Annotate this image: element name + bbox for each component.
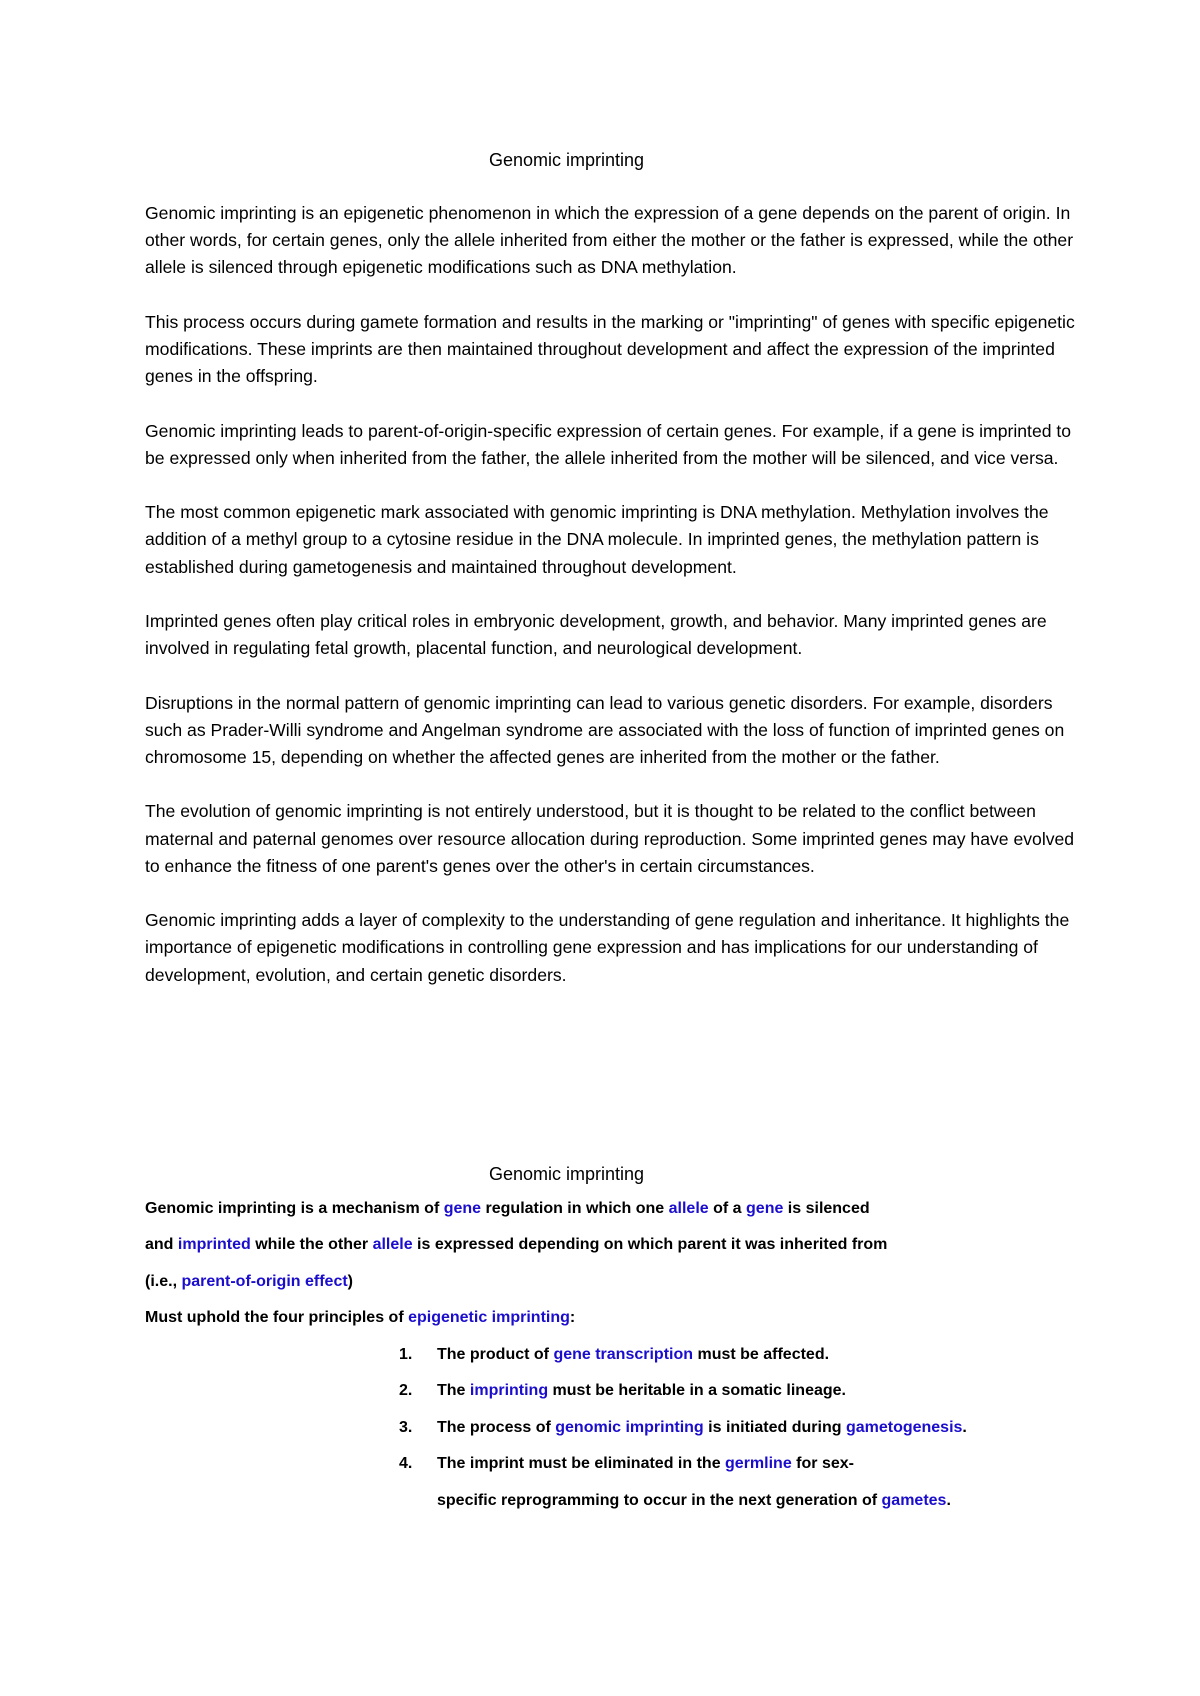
list-item: The product of gene transcription must be affected. — [437, 1346, 830, 1363]
list-number: 4. — [399, 1455, 413, 1472]
list-number: 1. — [399, 1346, 413, 1363]
list-number: 3. — [399, 1419, 413, 1436]
link-gametogenesis[interactable]: gametogenesis — [845, 1419, 963, 1436]
definition-line-3: (i.e., parent-of-origin effect) — [145, 1273, 353, 1290]
paragraph: The most common epigenetic mark associated with genomic imprinting is DNA methylation. Methylation involves the addition of a methyl group to a cytosine residue in the DNA molecule. In imprinted genes, the methylation pattern is established during gametogenesis and maintained throughout development. — [145, 502, 1049, 577]
list-item: The imprint must be eliminated in the germline for sex- — [437, 1455, 854, 1472]
paragraph: Imprinted genes often play critical roles in embryonic development, growth, and behavior. Many imprinted genes are involved in regulating fetal growth, placental function, and neurological development. — [145, 610, 1047, 659]
paragraph: Genomic imprinting leads to parent-of-origin-specific expression of certain genes. For example, if a gene is imprinted to be expressed only when inherited from the father, the allele inherited from the mother will be silenced, and vice versa. — [145, 420, 1072, 468]
link-germline[interactable]: germline — [725, 1455, 792, 1472]
link-gene[interactable]: gene — [443, 1200, 482, 1217]
paragraph: Genomic imprinting adds a layer of complexity to the understanding of gene regulation and inheritance. It highlights the importance of epigenetic modifications in controlling gene expression and has implications for our understanding of development, evolution, and certain genetic disorders. — [145, 910, 1070, 985]
link-imprinting[interactable]: imprinting — [469, 1382, 549, 1399]
definition-line-2: and imprinted while the other allele is expressed depending on which parent it was inherited from — [145, 1236, 888, 1253]
link-gametes[interactable]: gametes — [881, 1492, 947, 1509]
section2-title: Genomic imprinting — [488, 1164, 645, 1184]
paragraph: Disruptions in the normal pattern of genomic imprinting can lead to various genetic disorders. For example, disorders such as Prader-Willi syndrome and Angelman syndrome are associated with the loss of function of imprinted genes on chromosome 15, depending on whether the affected genes are inherited from the mother or the father. — [145, 692, 1065, 767]
link-allele[interactable]: allele — [668, 1200, 709, 1217]
document-title: Genomic imprinting — [488, 150, 645, 170]
link-imprinted[interactable]: imprinted — [177, 1236, 251, 1253]
principles-intro: Must uphold the four principles of epigenetic imprinting: — [145, 1309, 576, 1326]
list-item: The imprinting must be heritable in a somatic lineage. — [437, 1382, 846, 1399]
link-gene[interactable]: gene — [746, 1200, 784, 1217]
list-item-continuation: specific reprogramming to occur in the next generation of gametes. — [437, 1492, 951, 1509]
link-parent-of-origin-effect[interactable]: parent-of-origin effect — [181, 1273, 348, 1290]
link-epigenetic-imprinting[interactable]: epigenetic imprinting — [408, 1309, 570, 1326]
document-body — [145, 200, 1075, 1016]
link-allele[interactable]: allele — [372, 1236, 413, 1253]
list-item: The process of genomic imprinting is initiated during gametogenesis. — [437, 1419, 967, 1436]
paragraph: The evolution of genomic imprinting is not entirely understood, but it is thought to be related to the conflict between maternal and paternal genomes over resource allocation during reproduction. Some imprinted genes may have evolved to enhance the fitness of one parent's genes over the other's in certain circumstances. — [145, 801, 1075, 876]
paragraph: This process occurs during gamete formation and results in the marking or "imprinting" of genes with specific epigenetic modifications. These imprints are then maintained throughout development and affect the expression of the imprinted genes in the offspring. — [145, 311, 1075, 387]
list-number: 2. — [399, 1382, 413, 1399]
definition-line-1: Genomic imprinting is a mechanism of gene regulation in which one allele of a gene is silenced — [145, 1200, 870, 1217]
link-genomic-imprinting[interactable]: genomic imprinting — [555, 1419, 704, 1436]
paragraph: Genomic imprinting is an epigenetic phenomenon in which the expression of a gene depends on the parent of origin. In other words, for certain genes, only the allele inherited from either the mother or the father is expressed, while the other allele is silenced through epigenetic modifications such as DNA methylation. — [145, 203, 1074, 278]
link-gene-transcription[interactable]: gene transcription — [553, 1346, 694, 1363]
